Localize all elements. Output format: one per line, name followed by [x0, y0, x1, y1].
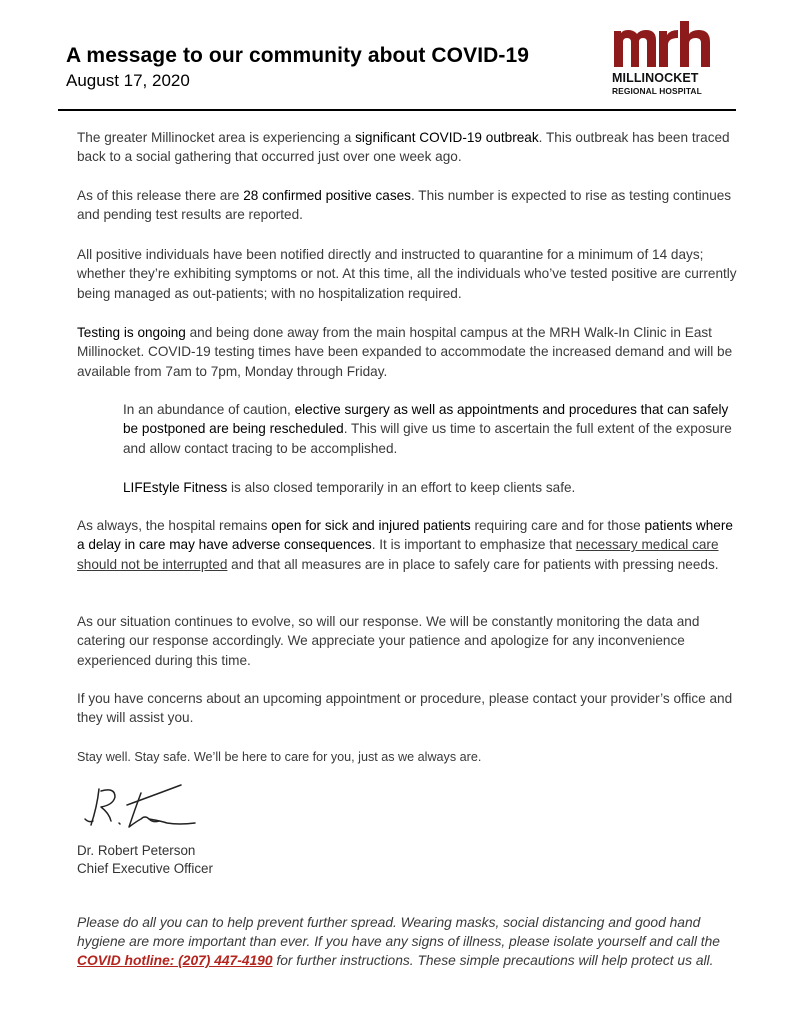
- paragraph-elective-surgery: [123, 400, 733, 458]
- signatory-name: Dr. Robert Peterson: [77, 843, 196, 858]
- text: . This outbreak has been traced back to a social gathering that occurred just over one week ago.: [77, 130, 730, 165]
- text: for further instructions. These simple precautions will help protect us all.: [272, 953, 714, 969]
- paragraph-evolve: [77, 612, 737, 670]
- logo-text-regional-hospital: REGIONAL HOSPITAL: [612, 86, 702, 96]
- text: All positive individuals have been notified directly and instructed to quarantine for a minimum of 14 days; whether they’re exhibiting symptoms or not. At this time, all the individuals who’ve tested positive are currently being managed as out-patients; with no hospitalization required.: [77, 247, 737, 301]
- release-date: August 17, 2020: [66, 71, 190, 90]
- text: As always, the hospital remains: [77, 518, 272, 533]
- text: Please do all you can to help prevent further spread. Wearing masks, social distancing and good hand hygiene are more important than ever. If you have any signs of illness, please isolate yourself and call the: [77, 915, 720, 950]
- emphasis-testing: Testing is ongoing: [77, 325, 186, 340]
- emphasis-open: open for sick and injured patients: [271, 518, 471, 533]
- hospital-logo: [612, 20, 716, 98]
- paragraph-cases: [77, 186, 737, 225]
- paragraph-stay-well: [77, 748, 737, 767]
- text: requiring care and for those: [470, 518, 645, 533]
- paragraph-testing: [77, 323, 737, 381]
- text: . This number is expected to rise as testing continues and pending test results are reported.: [77, 188, 732, 223]
- emphasis-outbreak: significant COVID-19 outbreak: [355, 130, 539, 145]
- underlined-text: necessary medical care should not be interrupted: [77, 537, 719, 572]
- paragraph-open-for-care: [77, 516, 737, 574]
- paragraph-fitness: [123, 478, 733, 497]
- text: The greater Millinocket area is experiencing a: [77, 130, 356, 145]
- logo-text-millinocket: MILLINOCKET: [612, 71, 699, 85]
- mrh-monogram-icon: [612, 20, 716, 68]
- text: and that all measures are in place to safely care for patients with pressing needs.: [227, 556, 719, 572]
- emphasis-delay: patients where a delay in care may have adverse consequences: [77, 518, 733, 553]
- text: . It is important to emphasize that: [371, 537, 576, 553]
- page-title: A message to our community about COVID-19: [66, 44, 530, 67]
- text: As our situation continues to evolve, so will our response. We will be constantly monitoring the data and catering our response accordingly. We appreciate your patience and apologize for any inconvenience experienced during this time.: [77, 614, 700, 668]
- text: If you have concerns about an upcoming appointment or procedure, please contact your provider’s office and they will assist you.: [77, 691, 733, 726]
- emphasis-rescheduled: elective surgery as well as appointments and procedures that can safely be postponed are being rescheduled: [123, 402, 729, 437]
- closing-note: [77, 913, 737, 971]
- text: In an abundance of caution,: [123, 402, 295, 417]
- text: and being done away from the main hospital campus at the MRH Walk-In Clinic in East Millinocket. COVID-19 testing times have been expanded to accommodate the increased demand and will be available from 7am to 7pm, Monday through Friday.: [77, 325, 733, 379]
- emphasis-lifestyle-fitness: LIFEstyle Fitness: [123, 480, 228, 495]
- text: is also closed temporarily in an effort to keep clients safe.: [227, 480, 576, 495]
- covid-hotline-link[interactable]: COVID hotline: (207) 447-4190: [77, 953, 273, 969]
- text: Stay well. Stay safe. We’ll be here to care for you, just as we always are.: [77, 750, 482, 764]
- paragraph-quarantine: [77, 245, 737, 303]
- text: . This will give us time to ascertain the full extent of the exposure and allow contact tracing to be accomplished.: [123, 421, 732, 456]
- paragraph-concerns: [77, 689, 737, 728]
- signatory-title: Chief Executive Officer: [77, 861, 213, 876]
- handwritten-signature: [83, 779, 198, 835]
- header-divider: [58, 109, 736, 111]
- text: As of this release there are: [77, 188, 244, 203]
- paragraph-outbreak: [77, 128, 737, 167]
- emphasis-case-count: 28 confirmed positive cases: [243, 188, 411, 203]
